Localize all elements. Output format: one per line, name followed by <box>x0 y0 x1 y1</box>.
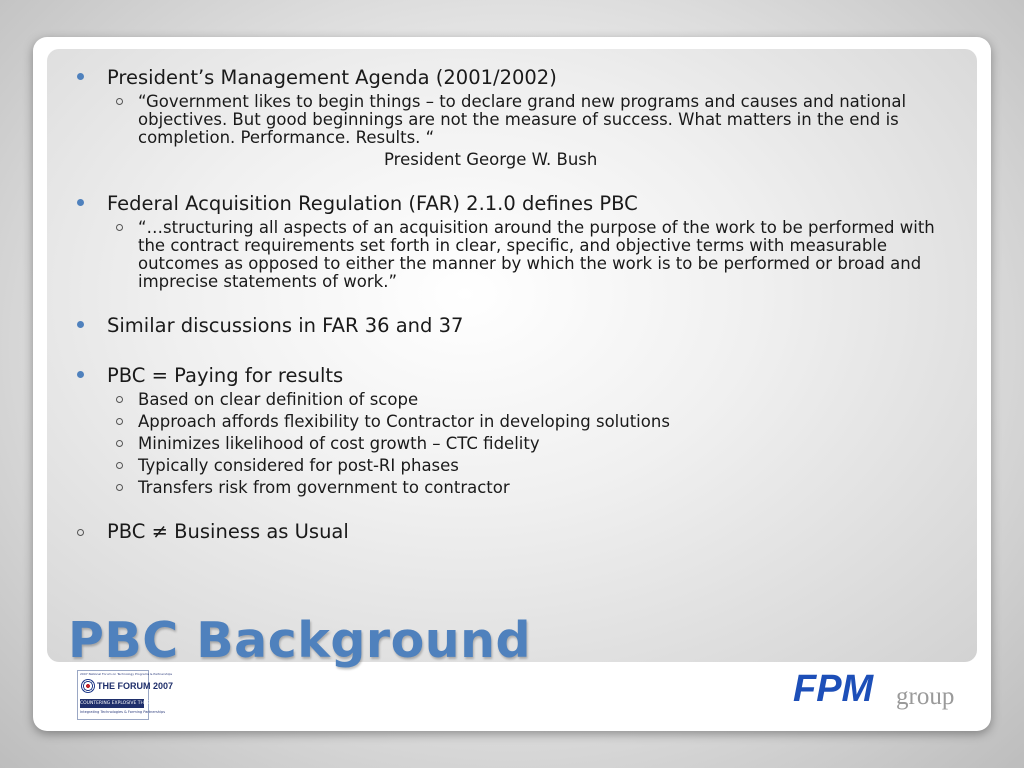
bullet-management-agenda <box>107 66 557 89</box>
subbullet-text: Typically considered for post-RI phases <box>138 456 459 475</box>
bullet-text: President’s Management Agenda (2001/2002) <box>107 66 557 89</box>
bullet-ring-icon <box>77 529 84 536</box>
bullet-ring-icon <box>116 396 123 403</box>
bullet-ring-icon <box>116 224 123 231</box>
target-icon <box>81 679 95 693</box>
bullet-ring-icon <box>116 484 123 491</box>
bullet-dot-icon <box>77 199 84 206</box>
subbullet-post-ri <box>138 457 966 475</box>
quote-attribution: President George W. Bush <box>384 150 598 169</box>
bullet-ring-icon <box>116 462 123 469</box>
bullet-dot-icon <box>77 371 84 378</box>
subbullet-bush-quote <box>138 93 966 147</box>
subbullet-transfers-risk <box>138 479 966 497</box>
subbullet-text: Minimizes likelihood of cost growth – CTC fidelity <box>138 434 540 453</box>
forum-logo-subtitle: Integrating Technologies & Forming Partnerships <box>80 710 166 714</box>
subbullet-far-quote <box>138 219 966 291</box>
bullet-ring-icon <box>116 418 123 425</box>
forum-2007-logo <box>77 670 174 720</box>
bullet-far-definition <box>107 192 638 215</box>
forum-logo-name: THE FORUM 2007 <box>97 681 174 691</box>
bullet-text: Similar discussions in FAR 36 and 37 <box>107 314 464 337</box>
subbullet-text: Based on clear definition of scope <box>138 390 419 409</box>
subbullet-text: “…structuring all aspects of an acquisition around the purpose of the work to be performed with the contract requirements set forth in clear, specific, and objective terms with measurable outcomes as opposed to either the manner by which the work is to be performed or broad and imprecise statements of work.” <box>138 218 935 291</box>
bullet-not-business-as-usual <box>107 520 349 543</box>
bullet-text: PBC = Paying for results <box>107 364 344 387</box>
fpm-brand-suffix: group <box>896 683 955 710</box>
subbullet-text: “Government likes to begin things – to declare grand new programs and causes and national objectives. But good beginnings are not the measure of success. What matters in the end is completion. Performance. Results. “ <box>138 92 907 147</box>
bullet-ring-icon <box>116 440 123 447</box>
subbullet-scope <box>138 391 966 409</box>
subbullet-cost-growth <box>138 435 966 453</box>
subbullet-text: Approach affords flexibility to Contractor in developing solutions <box>138 412 670 431</box>
bullet-dot-icon <box>77 73 84 80</box>
subbullet-text: Transfers risk from government to contractor <box>138 478 510 497</box>
bullet-ring-icon <box>116 98 123 105</box>
bullet-dot-icon <box>77 321 84 328</box>
subbullet-flexibility <box>138 413 966 431</box>
forum-logo-top-text: 2007 National Forum on Technology Programs & Partnerships <box>80 672 173 676</box>
bullet-paying-for-results <box>107 364 343 387</box>
bullet-text: Federal Acquisition Regulation (FAR) 2.1.0 defines PBC <box>107 192 638 215</box>
forum-logo-band: COUNTERING EXPLOSIVE THREATS <box>80 701 159 706</box>
fpm-brand-logo: FPM <box>793 668 874 710</box>
bullet-far-36-37 <box>107 314 463 337</box>
bullet-text: PBC ≠ Business as Usual <box>107 520 349 543</box>
slide-title: PBC Background <box>68 612 532 669</box>
